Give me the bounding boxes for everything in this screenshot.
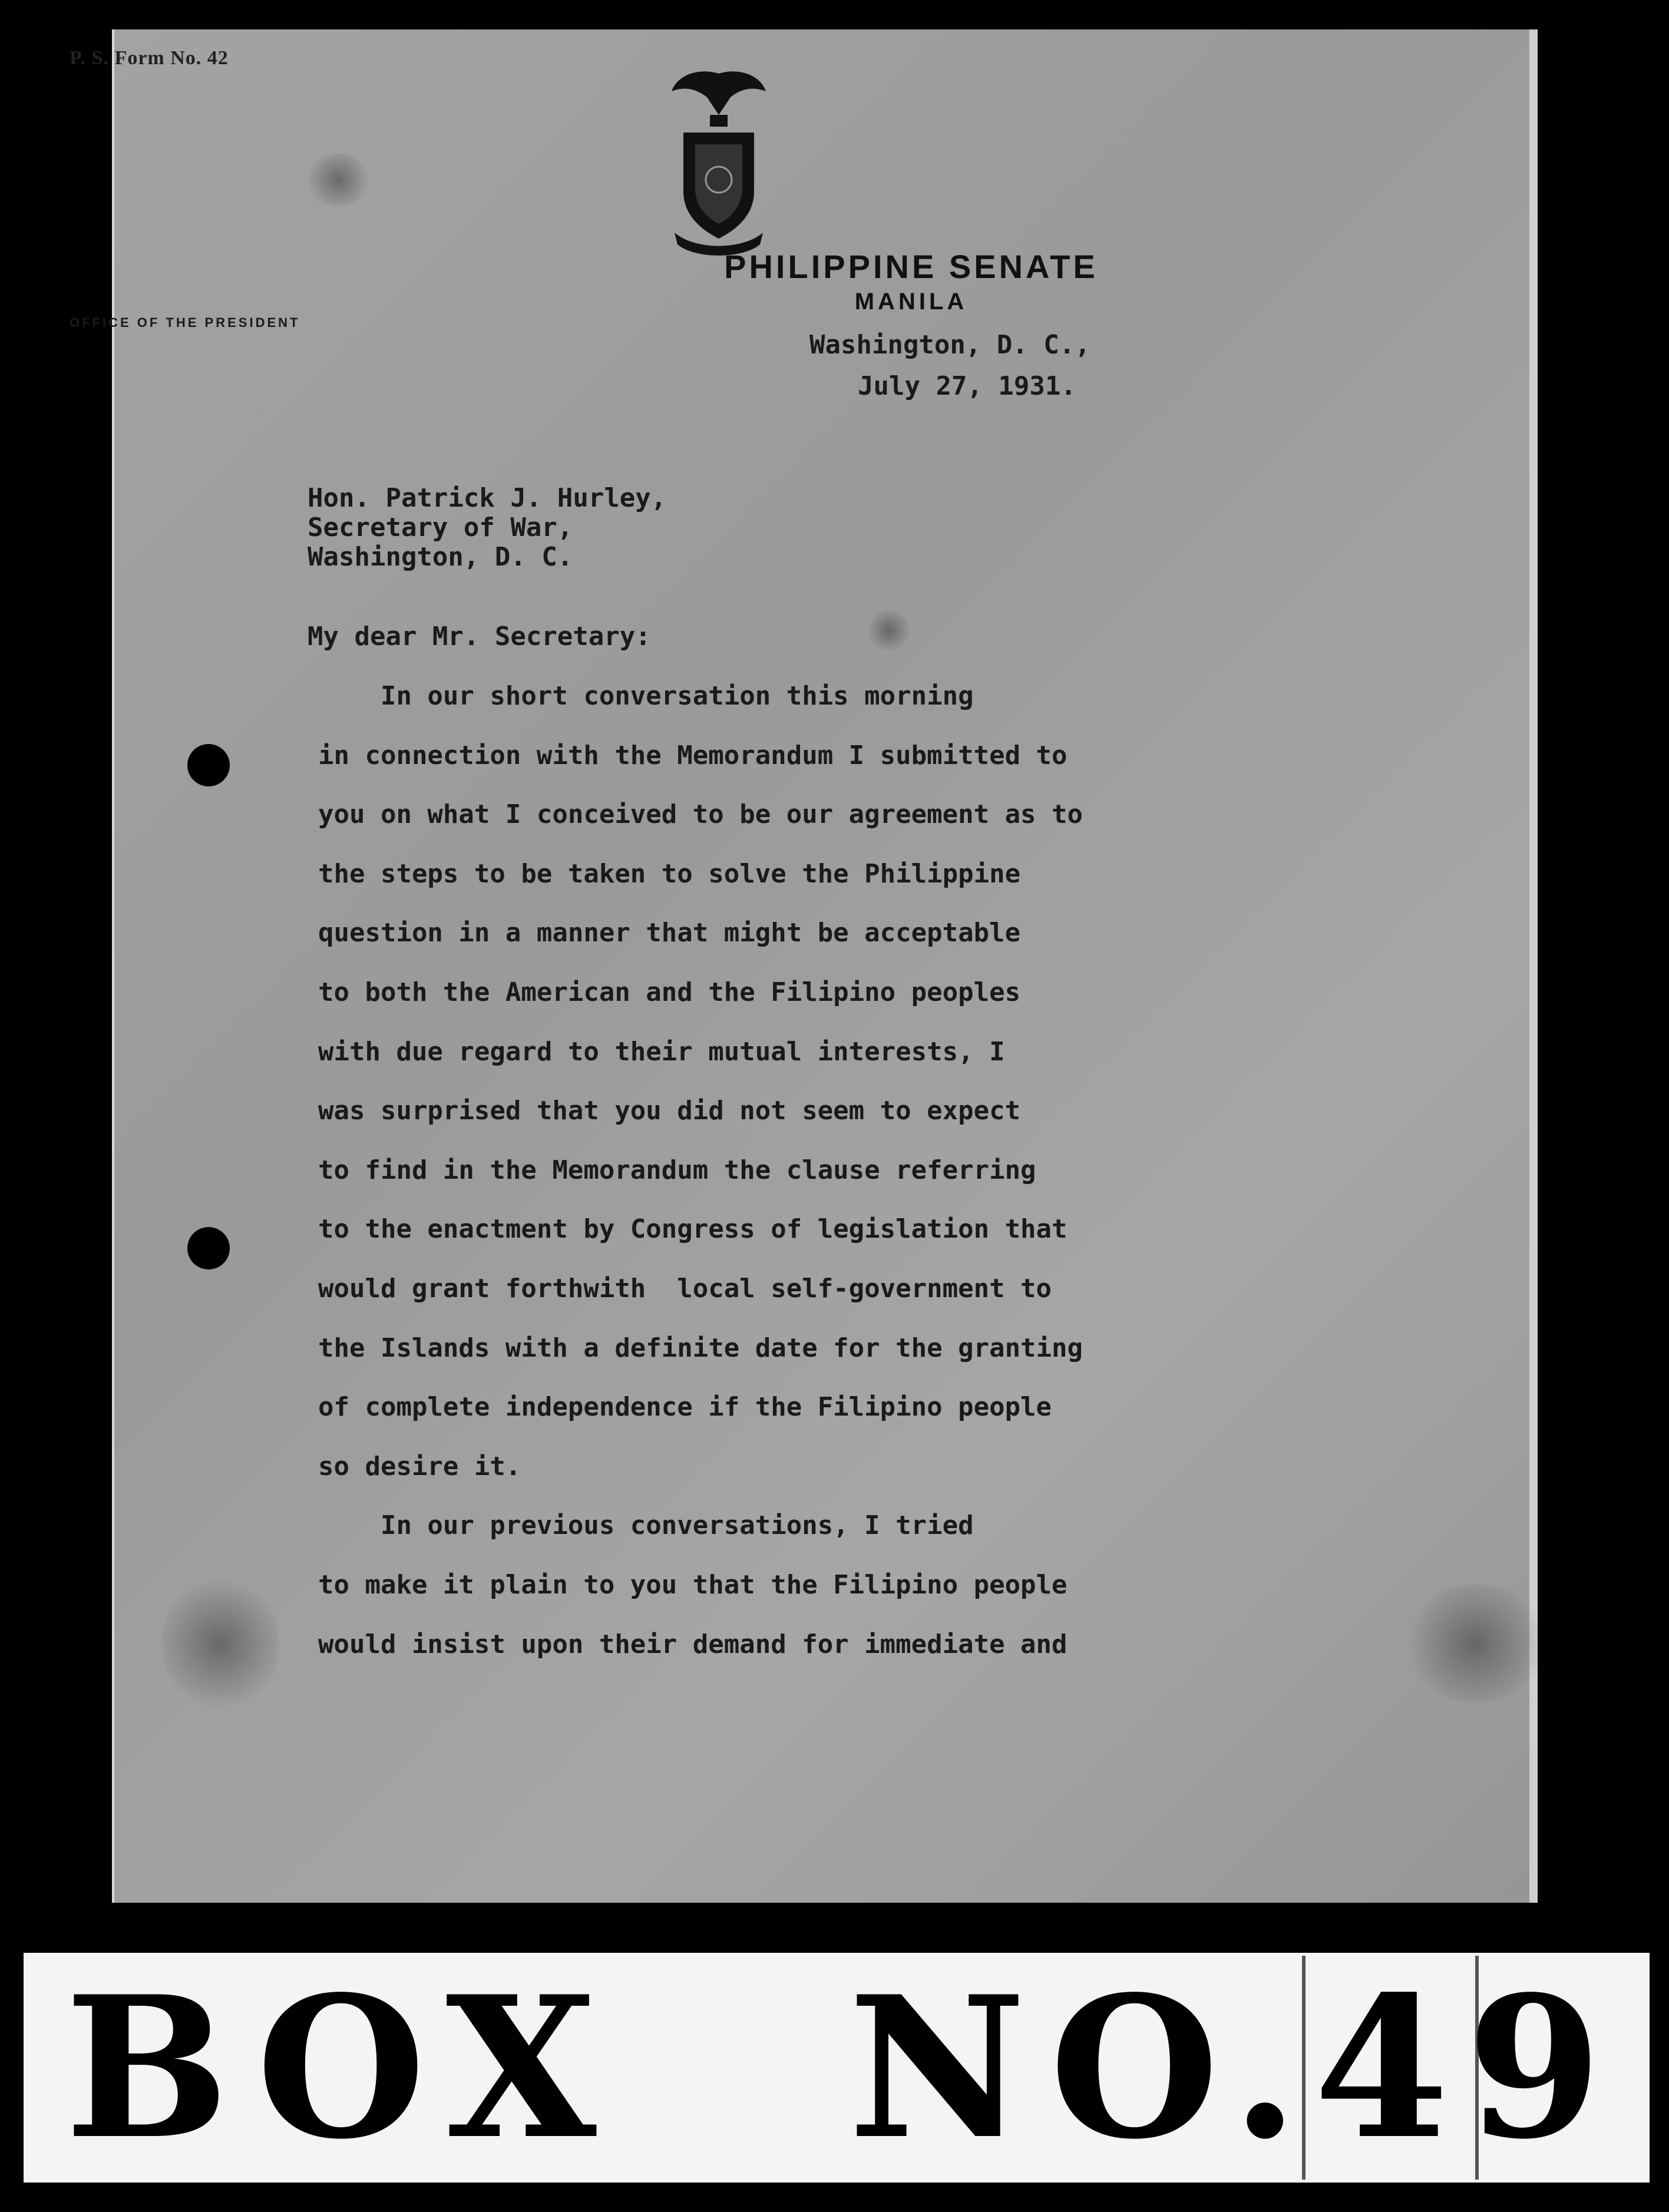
box-label-word: BOX [65, 1953, 620, 2182]
stain-mark [868, 607, 910, 654]
stain-mark [303, 153, 374, 206]
body-line: In our short conversation this morning [318, 681, 974, 711]
box-label-number: 49 [1314, 1953, 1620, 2182]
office-line: OFFICE OF THE PRESIDENT [70, 315, 300, 330]
form-number: P. S. Form No. 42 [70, 47, 229, 69]
body-line: of complete independence if the Filipino people [318, 1392, 1052, 1423]
salutation: My dear Mr. Secretary: [308, 621, 651, 652]
letterhead-city: MANILA [854, 289, 968, 315]
body-line: In our previous conversations, I tried [318, 1510, 974, 1541]
body-line: with due regard to their mutual interests, I [318, 1036, 1005, 1067]
body-line: the steps to be taken to solve the Philippine [318, 858, 1021, 889]
recipient-title: Secretary of War, [308, 513, 573, 543]
body-line: to the enactment by Congress of legislation that [318, 1214, 1068, 1245]
body-line: would insist upon their demand for immediate and [318, 1629, 1068, 1659]
recipient-name: Hon. Patrick J. Hurley, [308, 483, 667, 513]
stain-mark [161, 1573, 279, 1714]
stain-mark [1399, 1585, 1552, 1702]
body-line: so desire it. [318, 1451, 521, 1482]
letter-date: July 27, 1931. [858, 371, 1076, 401]
body-line: in connection with the Memorandum I submitted to [318, 740, 1068, 771]
letterhead-title: PHILIPPINE SENATE [724, 248, 1098, 285]
body-line: to make it plain to you that the Filipino people [318, 1570, 1068, 1600]
senate-crest-icon [660, 62, 778, 262]
punch-hole [187, 744, 230, 786]
body-line: would grant forthwith local self-government to [318, 1274, 1052, 1304]
box-label-no: NO. [848, 1953, 1323, 2182]
punch-hole [187, 1227, 230, 1269]
body-line: to find in the Memorandum the clause referring [318, 1155, 1036, 1185]
body-line: question in a manner that might be acceptable [318, 918, 1021, 948]
body-line: to both the American and the Filipino peoples [318, 977, 1021, 1007]
body-line: the Islands with a definite date for the granting [318, 1333, 1083, 1363]
date-place: Washington, D. C., [809, 330, 1090, 360]
body-line: was surprised that you did not seem to expect [318, 1096, 1021, 1126]
body-line: you on what I conceived to be our agreement as to [318, 799, 1083, 830]
recipient-address: Washington, D. C. [308, 542, 573, 572]
